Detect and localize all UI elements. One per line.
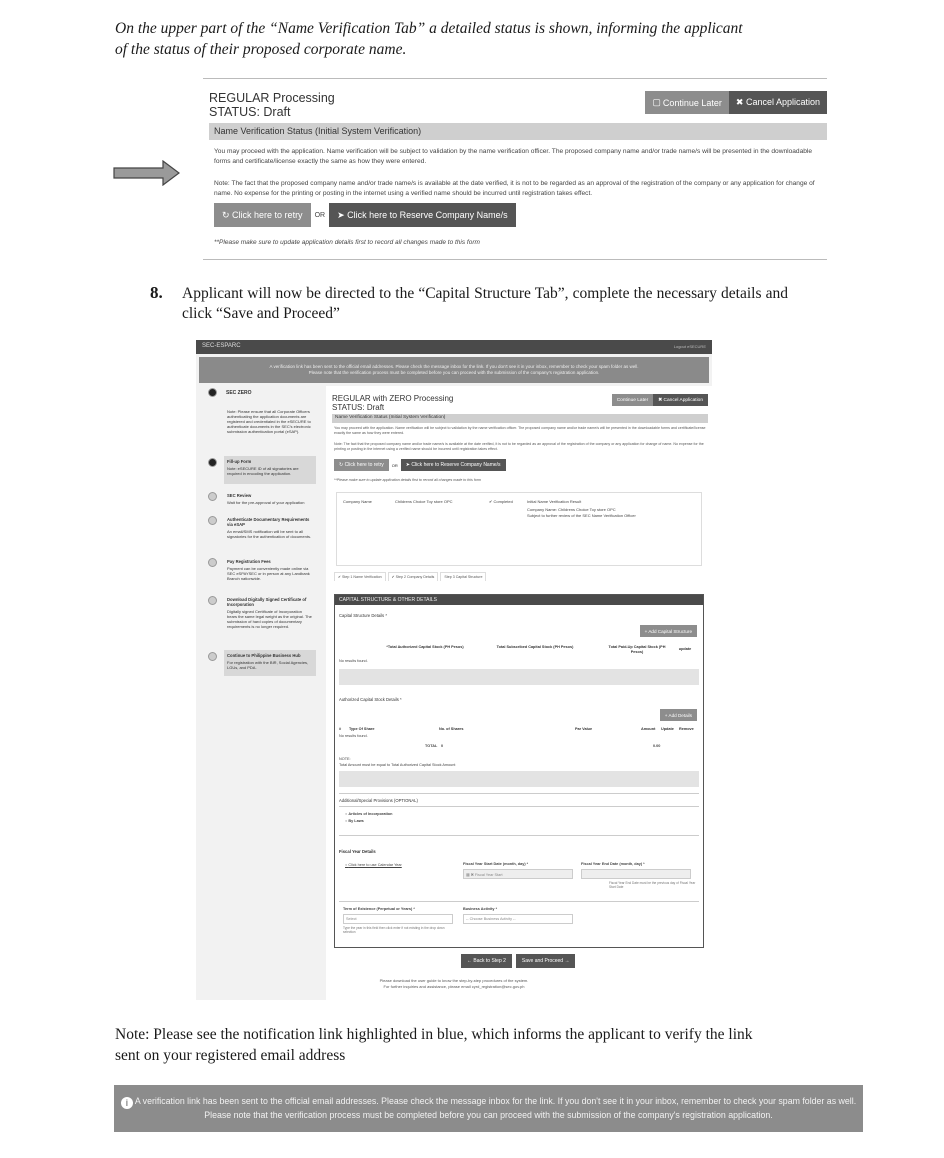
result-company-name: Childrens Choice Toy store OPC [395, 499, 453, 504]
step-dot [208, 652, 217, 661]
th-remove: Remove [679, 727, 694, 731]
provisions-heading: Additional/Special Provisions (OPTIONAL) [339, 798, 418, 803]
reserve-name-button[interactable]: ➤ Click here to Reserve Company Name/s [329, 203, 516, 227]
th-paid-up: Total Paid-Up Capital Stock (PH Pesos) [608, 645, 666, 654]
or-label: OR [391, 462, 398, 468]
disclaimer-paragraph: Note: The fact that the proposed company name and/or trade name/s is available at the date verified, it is not to be regarded as an approval of the registration of the company or any application for change of name. No expense for the printing or posting in the internet using a verified name should be incurred until registration takes effect. [214, 180, 815, 197]
step-pay-fees: Pay Registration Fees Payment can be conveniently made online via SEC eSPAYSEC or in person at any Landbank Branch nationwide. [227, 559, 310, 581]
name-verification-screenshot [203, 78, 827, 260]
or-label: OR [314, 211, 326, 219]
save-icon: ▢ [652, 97, 661, 107]
note-paragraph [115, 1024, 815, 1066]
th-amount: Amount [641, 727, 656, 731]
intro-line-1: On the upper part of the “Name Verification Tab” a detailed status is shown, informing the applicant [115, 20, 743, 37]
fy-end-input[interactable] [581, 869, 691, 879]
processing-title: REGULAR Processing [209, 91, 335, 105]
fy-end-hint: Fiscal Year End Date must be the previous day of Fiscal Year Start Date [609, 881, 696, 889]
proceed-paragraph: You may proceed with the application. Name verification will be subject to validation by the name verification officer. The proposed company name and/or trade name/s will be presented in the downloadable forms and certificate/license exactly the same as how they were entered. [214, 148, 813, 165]
result-heading: Initial Name Verification Result [527, 499, 582, 504]
verification-status-bar: Name Verification Status (Initial System Verification) [332, 414, 708, 423]
verification-notification [199, 357, 709, 383]
total-amount: 0.00 [653, 744, 661, 748]
footer-line-2: For further inquiries and assistance, please email cyrd_registration@sec.gov.ph [383, 984, 525, 989]
app-name: SEC-ESPARC [202, 343, 241, 349]
step-dot [208, 388, 217, 397]
fy-start-label: Fiscal Year Start Date (month, day) * [463, 862, 529, 866]
th-authorized: *Total Authorized Capital Stock (PH Pesos) [386, 645, 464, 649]
result-status: ✔ Completed [489, 499, 513, 504]
save-and-proceed-button[interactable]: Save and Proceed → [516, 954, 576, 968]
activity-label: Business Activity * [463, 907, 498, 911]
retry-button[interactable]: ↻ Click here to retry [334, 459, 389, 471]
step-dot [208, 558, 217, 567]
fiscal-heading: Fiscal Year Details [339, 849, 376, 854]
step-number: 8. [150, 283, 163, 302]
banner-line-2: Please note that the verification process must be completed before you can proceed with the submission of the company's registration application. [204, 1110, 773, 1120]
processing-status: STATUS: Draft [332, 403, 385, 412]
step-tabs [334, 572, 486, 581]
articles-option[interactable]: ○ Articles of Incorporation [345, 812, 393, 816]
term-hint: Type the year in this field then click enter if not existing in the drop down selection [343, 926, 445, 934]
step-text: Applicant will now be directed to the “Capital Structure Tab”, complete the necessary details and click “Save and Proceed” [182, 285, 788, 322]
th-index: # [339, 727, 342, 731]
progress-sidebar [198, 386, 324, 996]
sidebar-intro-note: Note: Please ensure that all Corporate Officers authenticating the application documents are registered and credentialed in the eSECURE to authenticate documents in the SEC's electronic submission authentication portal (eSAP). [227, 409, 311, 434]
step-business-hub: Continue to Philippine Business Hub For registration with the BIR, Social Agencies, LGUs, and PDA. [224, 650, 316, 676]
fy-end-label: Fiscal Year End Date (month, day) * [581, 862, 645, 866]
step-authenticate: Authenticate Documentary Requirements via eSAP An email/SMS notification will be sent to all signatories for the authentication of documents. [227, 517, 312, 539]
processing-status: STATUS: Draft [209, 105, 291, 119]
bylaws-option[interactable]: ○ By Laws [345, 819, 364, 823]
logout-link[interactable]: Logout eSECURE [673, 344, 706, 349]
step-dot [208, 492, 217, 501]
authorized-capital-heading: Authorized Capital Stock Details * [339, 697, 402, 702]
right-arrow-icon [113, 160, 181, 186]
step-fill-up-form: Fill-up Form Note: eSECURE ID of all signatories are required in encoding the application. [224, 456, 316, 484]
result-detail-name: Company Name: Childrens Choice Toy store OPC [527, 507, 616, 512]
th-subscribed: Total Subscribed Capital Stock (PH Pesos) [496, 645, 574, 649]
note-label: NOTE: [339, 757, 351, 761]
verification-result-table [336, 492, 702, 566]
proceed-paragraph: You may proceed with the application. Name verification will be subject to validation by the name verification officer. The proposed company name and/or trade name/s will be presented in the downloadable forms and certificate/license exactly the same as how they were entered. [334, 426, 706, 435]
no-results-authorized: No results found. [339, 734, 368, 738]
add-capital-structure-button[interactable]: + Add Capital Structure [640, 625, 697, 637]
sec-zero-logo: SEC ZERO [226, 390, 252, 396]
step-dot [208, 596, 217, 605]
footer [196, 978, 712, 990]
disclaimer-paragraph: Note: The fact that the proposed company name and/or trade name/s is available at the date verified, it is not to be regarded as an approval of the registration of the company or any application for change of name. No expense for the printing or posting in the internet using a verified name should be incurred until registration takes effect. [334, 442, 704, 451]
tab-capital-structure[interactable]: Step 3 Capital Structure [440, 572, 486, 581]
processing-title: REGULAR with ZERO Processing [332, 394, 454, 403]
th-par-value: Par Value [575, 727, 593, 731]
fy-start-input[interactable]: ▦ ✖ Fiscal Year Start [463, 869, 573, 879]
tab-company-details[interactable]: ✔ Step 2 Company Details [388, 572, 439, 581]
verification-banner [114, 1085, 863, 1132]
top-bar [196, 340, 712, 354]
retry-button[interactable]: ↻ Click here to retry [214, 203, 311, 227]
section-title: CAPITAL STRUCTURE & OTHER DETAILS [335, 595, 703, 605]
update-note: **Please make sure to update application details first to record all changes made to this form [214, 239, 480, 246]
main-panel [326, 386, 712, 1000]
result-label: Company Name [343, 499, 372, 504]
calendar-year-option[interactable]: ○ Click here to use Calendar Year [345, 863, 402, 867]
continue-later-button[interactable]: Continue Later [612, 394, 653, 406]
banner-line-1: A verification link has been sent to the official email addresses. Please check the message inbox for the link. If you don't see it in your inbox, remember to check your spam folder as well. [134, 1096, 857, 1106]
total-shares: 0 [441, 744, 444, 748]
no-results-capital: No results found. [339, 659, 368, 663]
capital-structure-section [334, 594, 704, 948]
note-line-1: Note: Please see the notification link highlighted in blue, which informs the applicant to verify the link [115, 1026, 753, 1043]
tab-name-verification[interactable]: ✔ Step 1 Name Verification [334, 572, 386, 581]
processing-header [332, 394, 453, 412]
th-update: update [678, 647, 692, 651]
reserve-name-button[interactable]: ➤ Click here to Reserve Company Name/s [401, 459, 506, 471]
note-text: Total Amount must be equal to Total Authorized Capital Stock Amount [339, 763, 456, 767]
intro-line-2: of the status of their proposed corporate name. [115, 41, 407, 58]
add-details-button[interactable]: + Add Details [660, 709, 697, 721]
verification-status-bar: Name Verification Status (Initial System Verification) [209, 123, 827, 140]
step-dot [208, 458, 217, 467]
back-to-step-2-button[interactable]: ← Back to Step 2 [461, 954, 512, 968]
step-sec-review: SEC Review Wait for the pre-approval of your application [227, 493, 305, 505]
th-type-of-share: Type Of Share [349, 727, 375, 731]
capital-structure-heading: Capital Structure Details * [339, 613, 387, 618]
th-no-of-shares: No. of Shares [439, 727, 464, 731]
term-label: Term of Existence (Perpetual or Years) * [343, 907, 415, 911]
step-dot [208, 516, 217, 525]
notification-line-2: Please note that the verification process must be completed before you can proceed with the submission of the company's registration application. [308, 370, 600, 375]
continue-later-button[interactable]: ▢ Continue Later [645, 91, 729, 114]
processing-header [209, 91, 335, 119]
calendar-icon: ▦ ✖ [466, 873, 474, 877]
total-label: TOTAL [425, 744, 438, 748]
cancel-application-button[interactable]: ✖ Cancel Application [653, 394, 708, 406]
update-note: **Please make sure to update application details first to record all changes made to this form [334, 478, 482, 482]
result-detail-note: Subject to further review of the SEC Name Verification Officer [527, 513, 636, 518]
cancel-application-button[interactable]: ✖ Cancel Application [729, 91, 827, 114]
activity-select[interactable]: -- Choose Business Activity -- [463, 914, 573, 924]
intro-paragraph [115, 18, 815, 60]
info-icon: i [121, 1097, 133, 1109]
note-line-2: sent on your registered email address [115, 1047, 346, 1064]
step-download-certificate: Download Digitally Signed Certificate of Incorporation Digitally signed Certificate of Incorporation bears the same legal weight as the original. The submission of hard copies of documentary requirements is no longer required. [227, 597, 312, 629]
th-update: Update [661, 727, 674, 731]
footer-line-1: Please download the user guide to know the step-by-step procedures of the system. [379, 978, 529, 983]
notification-line-1: A verification link has been sent to the official email addresses. Please check the message inbox for the link. If you don't see it in your inbox, remember to check your spam folder as well. [269, 364, 639, 369]
capital-structure-screenshot [196, 340, 712, 1000]
term-select[interactable]: Select [343, 914, 453, 924]
